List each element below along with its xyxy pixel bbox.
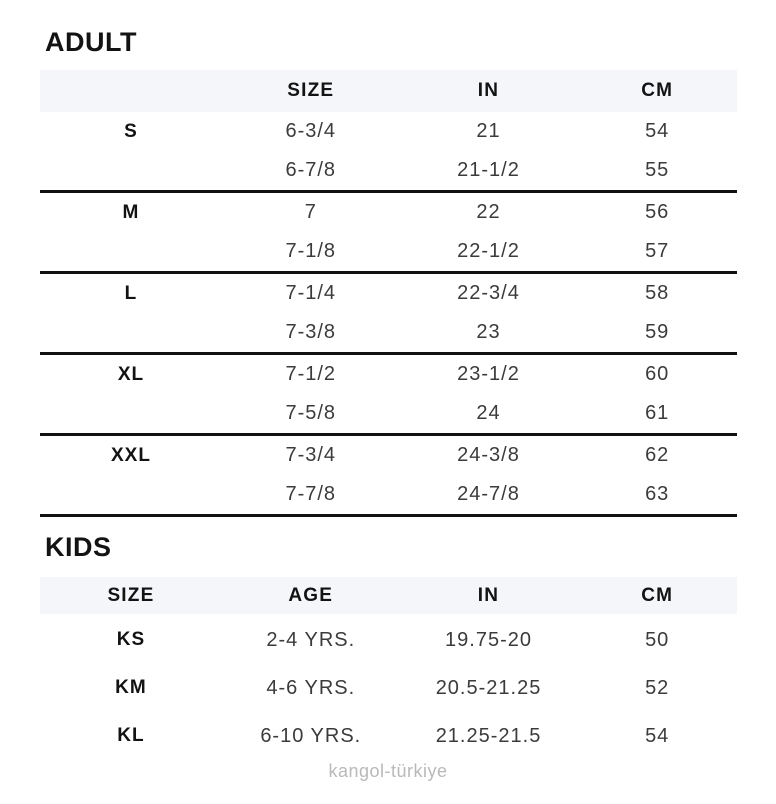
in-value-cell: 24-3/8 (457, 444, 520, 466)
in-value-cell: 21-1/2 (400, 151, 578, 192)
in-value-cell: 21.25-21.5 (435, 724, 542, 747)
size-label-cell: KL (117, 725, 145, 746)
in-value-cell: 24-7/8 (400, 475, 578, 516)
size-value-cell: 7-1/8 (222, 232, 400, 273)
size-value-cell: 7-1/2 (285, 363, 337, 385)
in-value-cell: 21 (476, 120, 501, 142)
size-label-cell: KS (116, 629, 146, 650)
table-row (40, 394, 737, 435)
adult-col-header-in: IN (400, 70, 578, 112)
table-row (40, 112, 737, 151)
cm-value-cell: 59 (577, 313, 737, 354)
size-value-cell: 7-7/8 (222, 475, 400, 516)
size-value-cell: 6-3/4 (285, 120, 337, 142)
size-value-cell: 7 (304, 201, 317, 223)
kids-col-header-in: IN (400, 577, 578, 614)
in-value-cell: 19.75-20 (445, 628, 532, 651)
kids-header-row (40, 577, 737, 614)
size-value-cell: 7-3/4 (285, 444, 337, 466)
size-label-cell (40, 151, 222, 192)
size-label-cell: S (124, 120, 138, 142)
kids-section-title: KIDS (45, 532, 112, 562)
table-row (40, 192, 737, 233)
size-label-cell (40, 475, 222, 516)
cm-value-cell: 62 (645, 444, 670, 466)
adult-col-header-cm: CM (577, 70, 737, 112)
cm-value-cell: 55 (577, 151, 737, 192)
size-value-cell: 7-5/8 (222, 394, 400, 435)
table-row (40, 475, 737, 516)
adult-col-header-blank (40, 70, 222, 112)
size-label-cell (40, 394, 222, 435)
size-label-cell: L (124, 282, 138, 304)
in-value-cell: 23-1/2 (457, 363, 520, 385)
cm-value-cell: 58 (645, 282, 670, 304)
size-label-cell (40, 313, 222, 354)
in-value-cell: 24 (400, 394, 578, 435)
cm-value-cell: 54 (645, 724, 670, 747)
in-value-cell: 22 (476, 201, 501, 223)
size-value-cell: 6-7/8 (222, 151, 400, 192)
kids-col-header-size: SIZE (40, 577, 222, 614)
size-label-cell: XL (117, 363, 145, 385)
cm-value-cell: 60 (645, 363, 670, 385)
table-row (40, 354, 737, 395)
cm-value-cell: 54 (645, 120, 670, 142)
cm-value-cell: 57 (577, 232, 737, 273)
size-label-cell: XXL (110, 444, 151, 466)
adult-col-header-size: SIZE (222, 70, 400, 112)
table-row (40, 662, 737, 710)
cm-value-cell: 52 (645, 676, 670, 699)
size-value-cell: 7-3/8 (222, 313, 400, 354)
table-row (40, 614, 737, 662)
cm-value-cell: 61 (577, 394, 737, 435)
size-label-cell: KM (115, 677, 147, 698)
in-value-cell: 22-3/4 (457, 282, 520, 304)
in-value-cell: 23 (400, 313, 578, 354)
age-value-cell: 2-4 YRS. (266, 628, 356, 651)
adult-section-title: ADULT (45, 27, 137, 57)
cm-value-cell: 56 (645, 201, 670, 223)
age-value-cell: 4-6 YRS. (266, 676, 356, 699)
size-label-cell (40, 232, 222, 273)
table-row (40, 232, 737, 273)
age-value-cell: 6-10 YRS. (260, 724, 362, 747)
size-label-cell: M (122, 201, 140, 223)
kids-size-table (40, 577, 737, 758)
table-row (40, 151, 737, 192)
table-row (40, 313, 737, 354)
adult-size-table (40, 70, 737, 517)
in-value-cell: 20.5-21.25 (435, 676, 542, 699)
site-watermark: kangol-türkiye (328, 761, 448, 781)
cm-value-cell: 50 (645, 628, 670, 651)
table-row (40, 273, 737, 314)
adult-header-row (40, 70, 737, 112)
kids-col-header-age: AGE (222, 577, 400, 614)
cm-value-cell: 63 (577, 475, 737, 516)
table-row (40, 435, 737, 476)
kids-col-header-cm: CM (577, 577, 737, 614)
table-row (40, 710, 737, 758)
in-value-cell: 22-1/2 (400, 232, 578, 273)
size-value-cell: 7-1/4 (285, 282, 337, 304)
